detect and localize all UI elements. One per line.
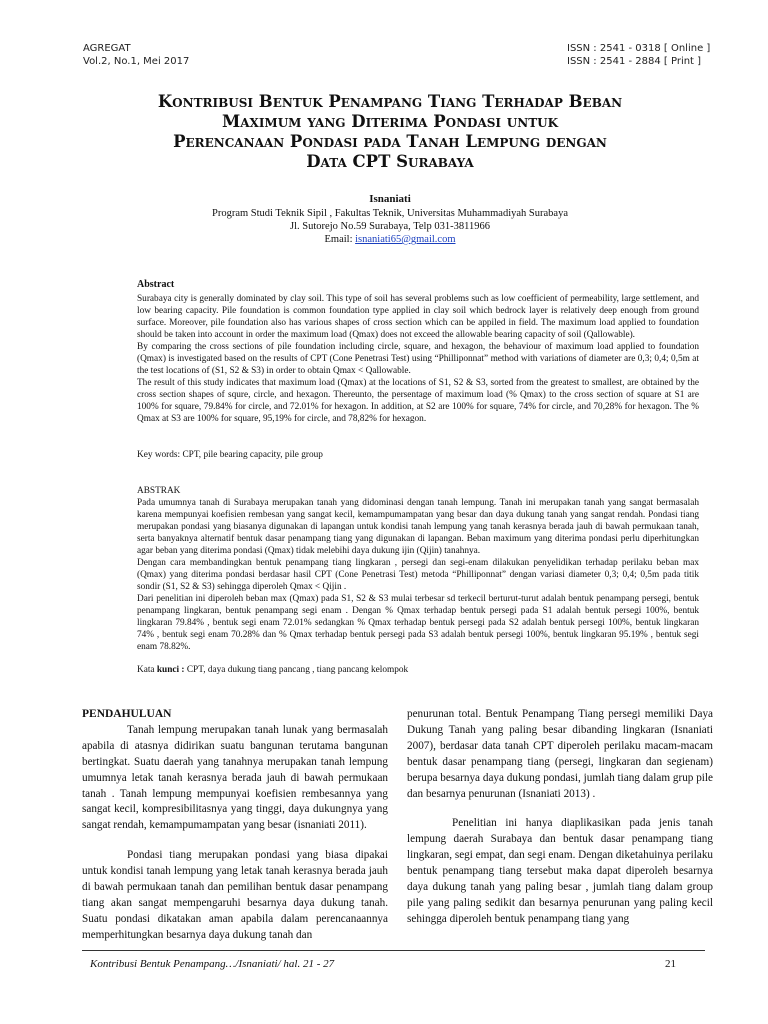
page-number: 21	[665, 958, 676, 970]
body-column-left	[82, 707, 388, 944]
email-line	[0, 233, 768, 246]
kata-kunci	[137, 665, 408, 675]
email-label: Email:	[324, 234, 353, 245]
title-line-3: Perencanaan Pondasi pada Tanah Lempung dengan	[173, 132, 607, 151]
abstract-paragraph-1: Surabaya city is generally dominated by clay soil. This type of soil has several problems such as low coefficient of permeability, large settlement, and low bearing capacity. Pile foundation is common foundation type applied in clay soil which bedrock layer is relatively deep enough from ground surface. Moreover, pile foundation also has various shapes of cross section which can be appiled in field. The maximum load applied to foundation should be taken into account in order the maximum load (Qmax) does not exceed the allowable bearing capacity of soil (Qallowable).	[137, 294, 699, 340]
body-paragraph: penurunan total. Bentuk Penampang Tiang persegi memiliki Daya Dukung Tanah yang paling besar dibanding lingkaran (Isnaniati 2007), berdasar data tanah CPT diperoleh perilaku macam-macam bentuk dasar penampang tiang (persegi, lingkaran dan segienam) berupa besarnya daya dukung pondasi, jumlah tiang dalam grup pile dan besarnya penurunan (Isnaniati 2013) .	[407, 708, 713, 800]
journal-volume: Vol.2, No.1, Mei 2017	[83, 56, 190, 67]
title-line-4: Data CPT Surabaya	[306, 152, 474, 171]
journal-header	[83, 42, 189, 68]
abstract-paragraph-3: The result of this study indicates that maximum load (Qmax) at the locations of S1, S2 & S3, sorted from the greatest to smallest, are obtained by the cross section shapes of squre, circle, and hexagon. Thereunto, the persentage of maximum load (% Qmax) to the cross section of square at S1 are 100% for square, 79.84% for circle, and 72.01% for hexagon. In addition, at S2 are 100% for square, 74% for circle, and 70,28% for hexagon. The % Qmax at S3 are 100% for square, 95,19% for circle, and 78,82% for hexagon.	[137, 378, 699, 424]
affiliation: Program Studi Teknik Sipil , Fakultas Teknik, Universitas Muhammadiyah Surabaya	[212, 208, 568, 219]
title-line-2: Maximum yang Diterima Pondasi untuk	[221, 112, 559, 131]
section-title: PENDAHULUAN	[82, 708, 172, 720]
kata-kunci-text: CPT, daya dukung tiang pancang , tiang pancang kelompok	[184, 665, 409, 675]
abstract-heading: Abstract	[137, 279, 175, 290]
title-line-1: Kontribusi Bentuk Penampang Tiang Terhadap Beban	[157, 92, 623, 111]
body-paragraph: Tanah lempung merupakan tanah lunak yang bermasalah apabila di atasnya didirikan suatu bangunan terutama bangunan bertingkat. Suatu daerah yang tanahnya merupakan tanah lempung umumnya letak tanah kerasnya berada jauh di bawah permukaan tanah . Tanah lempung mempunyai koefisien rembesannya yang sangat kecil, kompresibilitasnya yang tinggi, daya dukungnya yang sangat rendah, kemampumampatan yang besar (isnaniati 2011).	[82, 723, 388, 832]
abstrak-paragraph-1: Pada umumnya tanah di Surabaya merupakan tanah yang didominasi dengan tanah lempung. Tanah ini merupakan tanah yang sangat bermasalah karena mempunyai koefisien rembesan yang sangat kecil, kemampumampatan yang besar dan daya dukung tanah yang sangat rendah. Pondasi tiang merupakan pondasi yang biasanya digunakan di lapangan untuk kondisi tanah lempung yang tanah kerasnya berada jauh di bawah permukaan tanah, serta banyaknya alternatif bentuk dasar penampang tiang yang digunakan di lapangan. Beban maximum yang diterima pondasi perlu diperhitungkan agar beban yang diterima pondasi (Qmax) tidak melebihi daya dukung ijin (Qijin) tanahnya.	[137, 498, 699, 556]
body-paragraph: Penelitian ini hanya diaplikasikan pada jenis tanah lempung daerah Surabaya dan bentuk dasar penampang tiang lingkaran, segi empat, dan segi enam. Dengan diketahuinya perilaku bentuk penampang tiang tersebut maka dapat diperoleh besarnya daya dukung tanah yang paling besar , jumlah tiang dalam group pile yang paling sedikit dan besarnya penurunan yang paling kecil sehingga diperoleh bentuk penampang tiang yang	[407, 817, 714, 925]
body-column-right	[407, 707, 713, 928]
author-name: Isnaniati	[369, 193, 411, 205]
issn-online: ISSN : 2541 - 0318 [ Online ]	[567, 43, 711, 54]
kata-kunci-label: Kata	[137, 665, 157, 675]
paper-title	[95, 92, 685, 172]
abstrak-heading: ABSTRAK	[137, 486, 181, 496]
abstract-body	[137, 293, 699, 425]
abstract-paragraph-2: By comparing the cross sections of pile foundation including circle, square, and hexagon, the behaviour of maximum load applied to foundation (Qmax) is investigated based on the results of CPT (Cone Penetrasi Test) using “Philliponnat” method with variations of diameter are 0,3; 0,4; 0,5m at the test locations of (S1, S2 & S3) in order to obtain Qmax < Qallowable.	[137, 342, 699, 376]
issn-header	[567, 42, 710, 68]
abstrak-body	[137, 485, 699, 653]
journal-name: AGREGAT	[83, 43, 131, 54]
author-affiliation-block	[0, 207, 768, 246]
kata-kunci-bold: kunci :	[156, 665, 185, 675]
abstrak-paragraph-2: Dengan cara membandingkan bentuk penampang tiang lingkaran , persegi dan segi-enam dilakukan penyelidikan terhadap perilaku beban max (Qmax) yang diterima pondasi berdasar hasil CPT (Cone Penetrasi Test) metoda “Philliponnat” dengan variasi diameter 0,3; 0,4; 0,5m pada titik sondir (S1, S2 & S3) sehingga diperoleh Qmax < Qijin .	[137, 558, 699, 592]
abstrak-paragraph-3: Dari penelitian ini diperoleh beban max (Qmax) pada S1, S2 & S3 mulai terbesar sd terkecil berturut-turut adalah bentuk penampang persegi, bentuk penampang lingkaran, bentuk penampang segi enam . Dengan % Qmax terhadap bentuk persegi pada S1 adalah bentuk persegi 100%, bentuk lingkaran 79.84% , bentuk segi enam 72.01% sedangkan % Qmax terhadap bentuk persegi pada S2 adalah bentuk persegi 100%, bentuk lingkaran 74% , bentuk segi enam 70.28% dan % Qmax terhadap bentuk persegi pada S3 adalah bentuk persegi 100%, bentuk lingkaran 95.19% , bentuk segi enam 78.82%.	[137, 594, 699, 652]
abstract-keywords: Key words: CPT, pile bearing capacity, pile group	[137, 450, 323, 460]
email-link[interactable]: isnaniati65@gmail.com	[355, 234, 456, 245]
footer-citation: Kontribusi Bentuk Penampang…/Isnaniati/ hal. 21 - 27	[90, 958, 335, 970]
issn-print: ISSN : 2541 - 2884 [ Print ]	[567, 56, 702, 67]
address: Jl. Sutorejo No.59 Surabaya, Telp 031-3811966	[290, 221, 490, 232]
body-paragraph: Pondasi tiang merupakan pondasi yang biasa dipakai untuk kondisi tanah lempung yang letak tanah kerasnya berada jauh di bawah permukaan tanah dan pemilihan bentuk dasar penampang tiang akan sangat mempengaruhi besarnya daya dukung tanah. Suatu pondasi dikatakan aman apabila dalam perencanaannya memperhitungkan besarnya daya dukung tanah dan	[82, 849, 388, 941]
footer-divider	[82, 950, 705, 951]
